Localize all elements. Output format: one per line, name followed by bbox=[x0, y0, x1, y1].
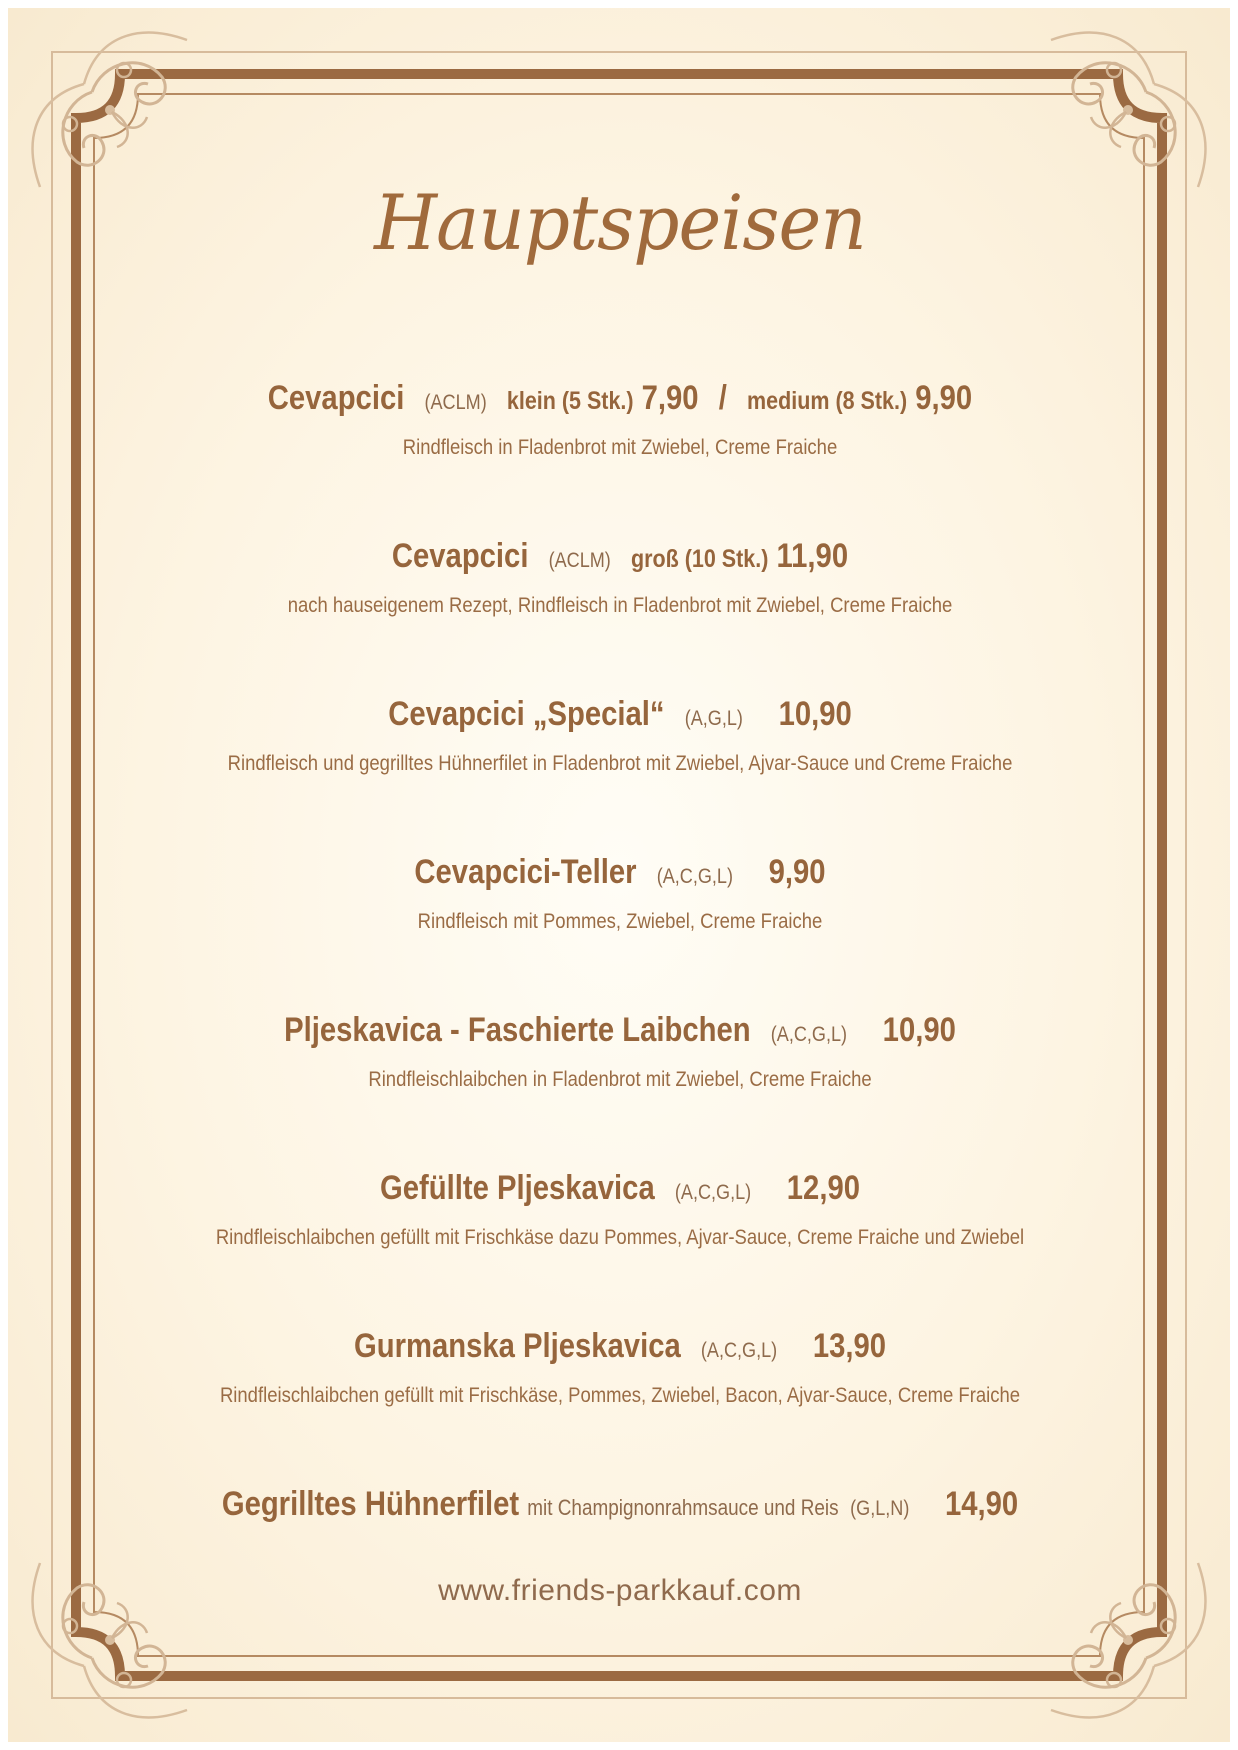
item-allergens: (ACLM) bbox=[548, 549, 611, 572]
item-heading bbox=[156, 1010, 1085, 1055]
menu-item-cevapcici-large bbox=[80, 536, 1160, 619]
item-name: Gefüllte Pljeskavica bbox=[380, 1169, 655, 1207]
item-price: 10,90 bbox=[882, 1011, 956, 1049]
item-description: Rindfleischlaibchen gefüllt mit Frischkäse dazu Pommes, Ajvar-Sauce, Creme Fraiche und Zwiebel bbox=[215, 1226, 1025, 1249]
menu-item-cevapcici-teller bbox=[80, 852, 1160, 935]
item-separator: / bbox=[718, 379, 727, 417]
item-description: nach hauseigenem Rezept, Rindfleisch in Fladenbrot mit Zwiebel, Creme Fraiche bbox=[287, 594, 953, 617]
item-inline-description: mit Champignonrahmsauce und Reis bbox=[527, 1495, 839, 1520]
item-size-medium: medium (8 Stk.) bbox=[747, 387, 908, 415]
item-description: Rindfleisch in Fladenbrot mit Zwiebel, Creme Fraiche bbox=[402, 436, 838, 459]
item-price: 11,90 bbox=[776, 537, 849, 575]
item-heading bbox=[156, 1326, 1085, 1371]
item-price: 9,90 bbox=[768, 853, 826, 891]
item-description: Rindfleisch und gegrilltes Hühnerfilet in Fladenbrot mit Zwiebel, Ajvar-Sauce und Creme Fraiche bbox=[227, 752, 1013, 775]
item-size: groß (10 Stk.) bbox=[631, 545, 769, 573]
item-price: 14,90 bbox=[944, 1485, 1019, 1523]
item-price: 12,90 bbox=[786, 1169, 860, 1207]
item-description: Rindfleischlaibchen in Fladenbrot mit Zwiebel, Creme Fraiche bbox=[368, 1068, 872, 1091]
item-name: Cevapcici „Special“ bbox=[388, 695, 665, 733]
item-heading bbox=[156, 1168, 1085, 1213]
item-heading bbox=[156, 694, 1085, 739]
menu-item-huehnerfilet bbox=[80, 1484, 1160, 1529]
menu-item-cevapcici-small-medium bbox=[80, 378, 1160, 461]
item-heading bbox=[156, 536, 1085, 581]
item-price-medium: 9,90 bbox=[915, 379, 973, 417]
item-allergens: (A,G,L) bbox=[684, 707, 743, 730]
item-price: 10,90 bbox=[778, 695, 852, 733]
page-title: Hauptspeisen bbox=[374, 178, 866, 267]
website-url: www.friends-parkkauf.com bbox=[438, 1574, 802, 1607]
menu-item-gefuellte-pljeskavica bbox=[80, 1168, 1160, 1251]
item-size-small: klein (5 Stk.) bbox=[506, 387, 634, 415]
item-name: Gurmanska Pljeskavica bbox=[353, 1327, 681, 1365]
item-heading bbox=[156, 852, 1085, 897]
menu-item-cevapcici-special bbox=[80, 694, 1160, 777]
item-allergens: (A,C,G,L) bbox=[700, 1339, 778, 1362]
menu-item-gurmanska-pljeskavica bbox=[80, 1326, 1160, 1409]
item-name: Pljeskavica - Faschierte Laibchen bbox=[284, 1011, 751, 1049]
item-heading bbox=[156, 378, 1085, 423]
item-allergens: (G,L,N) bbox=[850, 1497, 910, 1520]
item-allergens: (A,C,G,L) bbox=[656, 865, 733, 888]
item-description: Rindfleisch mit Pommes, Zwiebel, Creme Fraiche bbox=[417, 910, 823, 933]
item-name: Gegrilltes Hühnerfilet bbox=[221, 1485, 520, 1523]
item-name: Cevapcici bbox=[267, 379, 405, 417]
item-heading bbox=[156, 1484, 1085, 1529]
menu-item-pljeskavica bbox=[80, 1010, 1160, 1093]
item-price: 13,90 bbox=[812, 1327, 886, 1365]
item-allergens: (A,C,G,L) bbox=[770, 1023, 848, 1046]
item-description: Rindfleischlaibchen gefüllt mit Frischkäse, Pommes, Zwiebel, Bacon, Ajvar-Sauce, Creme Fraiche bbox=[219, 1384, 1021, 1407]
item-price-small: 7,90 bbox=[641, 379, 699, 417]
item-allergens: (A,C,G,L) bbox=[674, 1181, 752, 1204]
item-allergens: (ACLM) bbox=[424, 391, 487, 414]
item-name: Cevapcici bbox=[391, 537, 529, 575]
menu-content bbox=[120, 0, 1120, 1750]
item-name: Cevapcici-Teller bbox=[414, 853, 637, 891]
